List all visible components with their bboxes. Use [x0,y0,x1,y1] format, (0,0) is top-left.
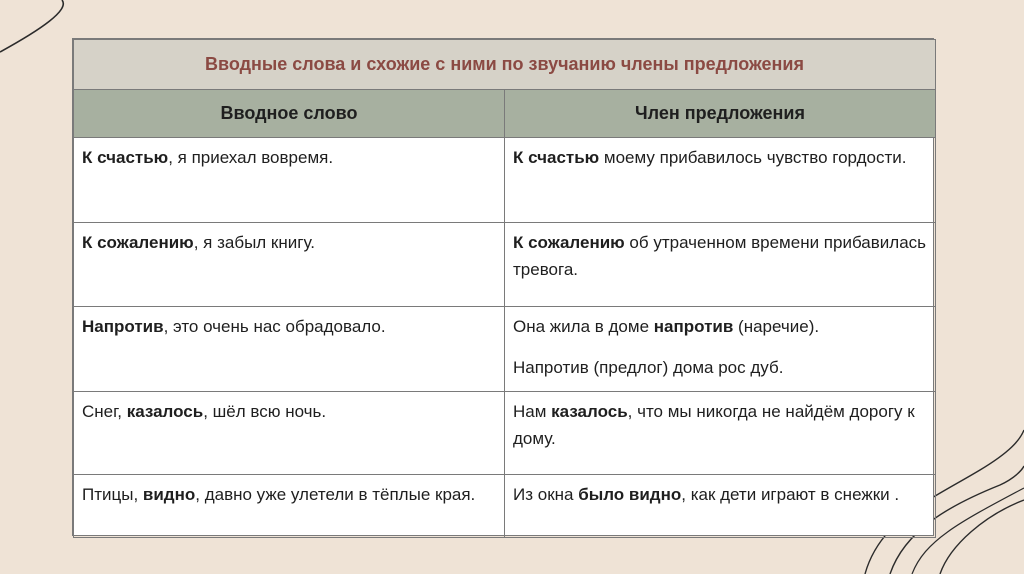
comparison-table [73,39,936,538]
cell-sentence-member: К счастью моему прибавилось чувство гордости. [505,138,936,223]
cell-introductory: Птицы, видно, давно уже улетели в тёплые края. [74,475,505,538]
cell-introductory: Снег, казалось, шёл всю ночь. [74,392,505,475]
comparison-table-container [72,38,934,536]
table-title-row [74,40,936,90]
cell-introductory: К сожалению, я забыл книгу. [74,223,505,307]
cell-sentence-member: К сожалению об утраченном времени прибавилась тревога. [505,223,936,307]
table-row [74,307,936,392]
cell-introductory: К счастью, я приехал вовремя. [74,138,505,223]
cell-sentence-member: Нам казалось, что мы никогда не найдём дорогу к дому. [505,392,936,475]
table-header-row [74,90,936,138]
cell-sentence-member: Из окна было видно, как дети играют в снежки . [505,475,936,538]
column-header-introductory-word: Вводное слово [74,90,505,138]
table-row [74,138,936,223]
table-title: Вводные слова и схожие с ними по звучанию члены предложения [74,40,936,90]
cell-sentence-member: Она жила в доме напротив (наречие). Напротив (предлог) дома рос дуб. [505,307,936,392]
cell-introductory: Напротив, это очень нас обрадовало. [74,307,505,392]
column-header-sentence-member: Член предложения [505,90,936,138]
table-row [74,392,936,475]
table-row [74,475,936,538]
table-row [74,223,936,307]
